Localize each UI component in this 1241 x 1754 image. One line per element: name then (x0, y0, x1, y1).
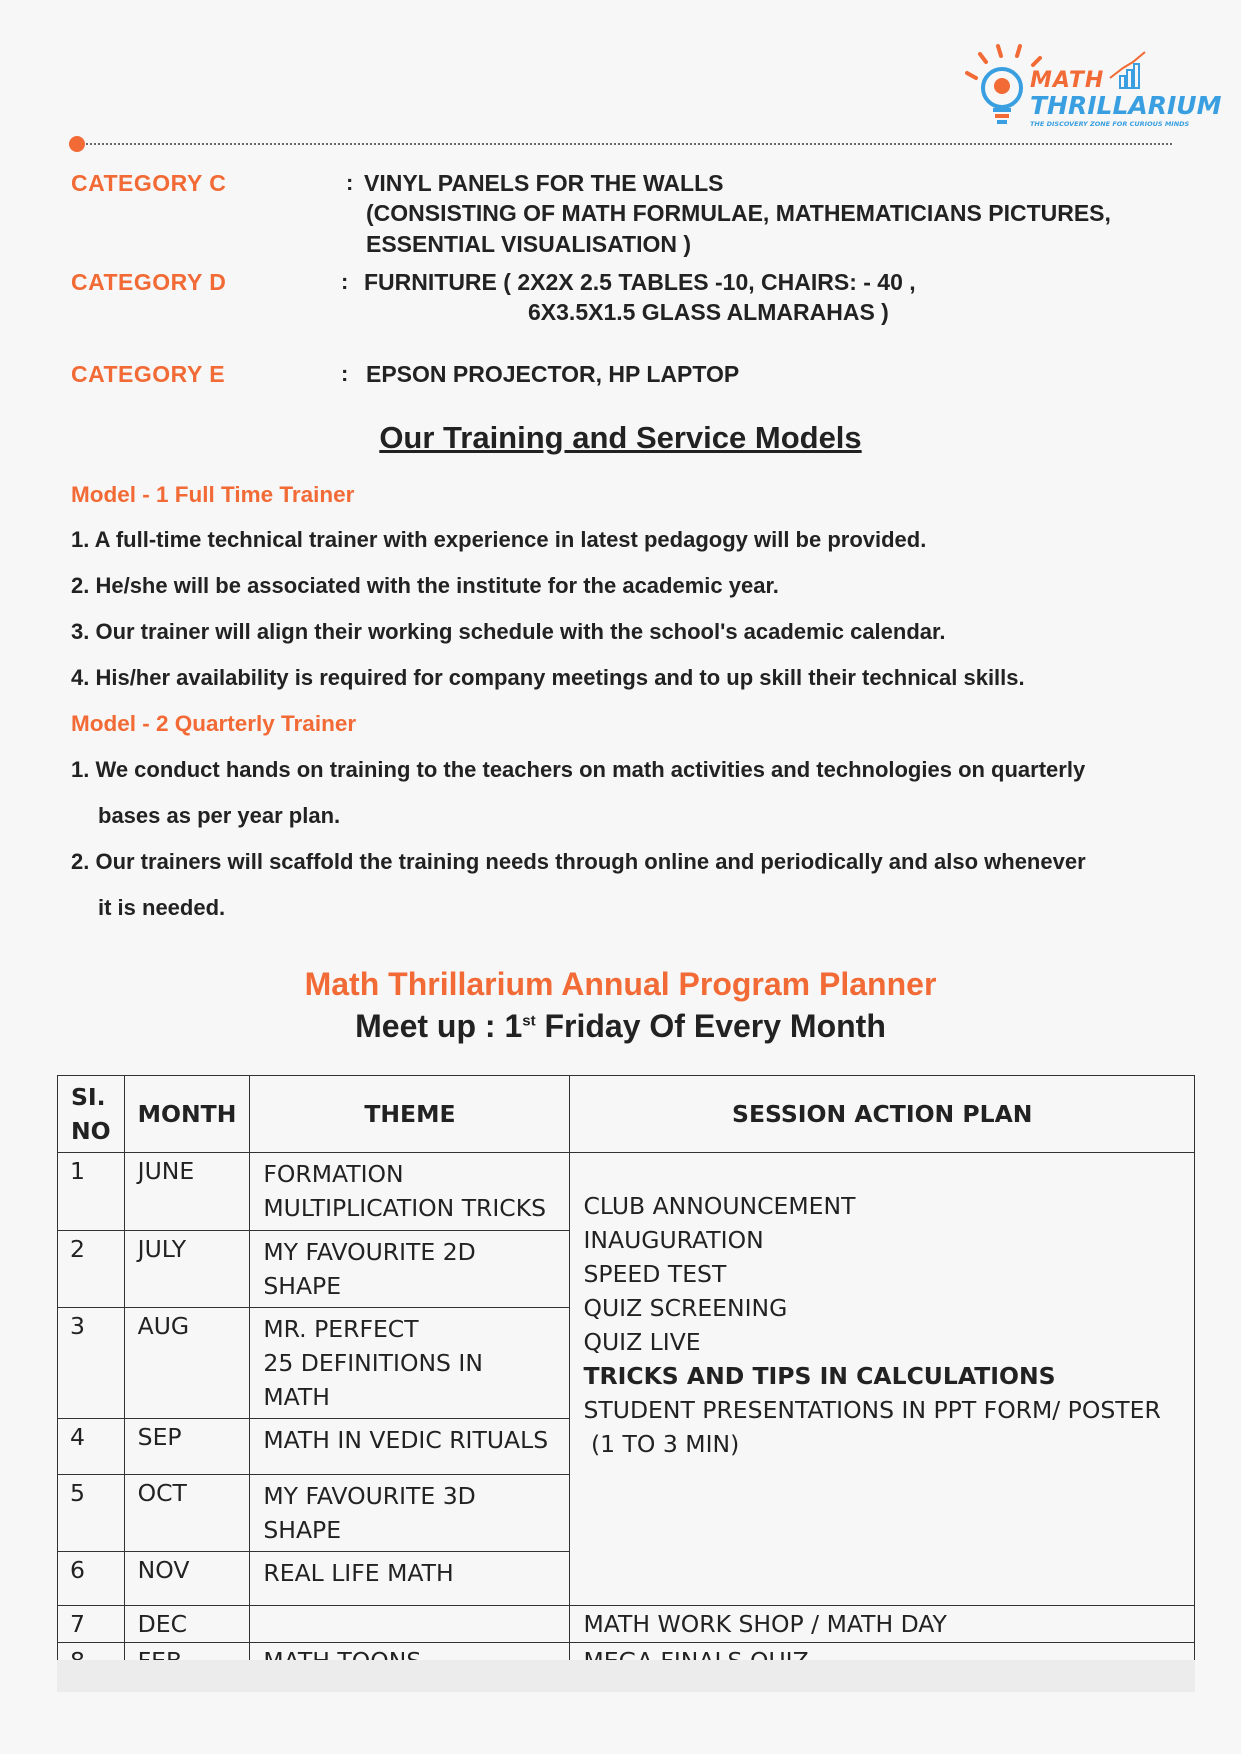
category-d-line-1: FURNITURE ( 2X2X 2.5 TABLES -10, CHAIRS: - 40 , (364, 269, 916, 295)
row-number: 4 (58, 1419, 125, 1475)
dotted-divider (86, 143, 1172, 145)
header-theme: THEME (250, 1076, 570, 1153)
row-month: OCT (124, 1475, 250, 1552)
row-month: DEC (124, 1606, 250, 1643)
model-2-heading: Model - 2 Quarterly Trainer (71, 711, 357, 736)
shared-session-plan (570, 1153, 1195, 1606)
logo-tagline: THE DISCOVERY ZONE FOR CURIOUS MINDS (1030, 120, 1190, 128)
category-c-line-1: VINYL PANELS FOR THE WALLS (364, 170, 724, 196)
category-c-line-2: (CONSISTING OF MATH FORMULAE, MATHEMATICIANS PICTURES, (366, 200, 1111, 226)
category-e-colon: : (341, 361, 349, 386)
row-theme: FORMATION MULTIPLICATION TRICKS (250, 1153, 570, 1231)
category-c-label: CATEGORY C (71, 170, 227, 196)
table-header-row (58, 1076, 1195, 1153)
model-2-point-1: 1. We conduct hands on training to the teachers on math activities and technologies on quarterly (71, 757, 1086, 782)
footer-strip (57, 1660, 1195, 1692)
logo-wordmark (1030, 68, 1221, 128)
model-2-point-2: 2. Our trainers will scaffold the training needs through online and periodically and also whenever (71, 849, 1086, 874)
row-number: 7 (58, 1606, 125, 1643)
row-theme: REAL LIFE MATH (250, 1552, 570, 1606)
logo-math-text: MATH (1030, 68, 1105, 93)
row-number: 2 (58, 1231, 125, 1308)
row-theme: MR. PERFECT 25 DEFINITIONS IN MATH (250, 1308, 570, 1419)
plan-item: STUDENT PRESENTATIONS IN PPT FORM/ POSTER (583, 1396, 1161, 1424)
category-c-colon: : (346, 170, 354, 195)
row-month: JULY (124, 1231, 250, 1308)
model-1-point-1: 1. A full-time technical trainer with experience in latest pedagogy will be provided. (71, 527, 927, 552)
category-d-label: CATEGORY D (71, 269, 227, 295)
category-c-line-3: ESSENTIAL VISUALISATION ) (366, 231, 692, 257)
row-number: 5 (58, 1475, 125, 1552)
table-row (58, 1606, 1195, 1643)
training-models-heading: Our Training and Service Models (379, 420, 862, 455)
plan-item: QUIZ SCREENING (583, 1294, 788, 1322)
category-e-label: CATEGORY E (71, 361, 226, 387)
header-sl-no: SI. NO (58, 1076, 125, 1153)
row-number: 3 (58, 1308, 125, 1419)
model-2-point-1-cont: bases as per year plan. (98, 803, 341, 828)
planner-title: Math Thrillarium Annual Program Planner (304, 966, 937, 1002)
row-session-plan: MATH WORK SHOP / MATH DAY (570, 1606, 1195, 1643)
plan-item: INAUGURATION (583, 1226, 764, 1254)
row-theme: MY FAVOURITE 3D SHAPE (250, 1475, 570, 1552)
annual-planner-table (57, 1075, 1195, 1680)
meetup-line: Meet up : 1st Friday Of Every Month (355, 1008, 886, 1044)
category-d-colon: : (341, 269, 349, 294)
row-month: SEP (124, 1419, 250, 1475)
row-theme (250, 1606, 570, 1643)
model-1-heading: Model - 1 Full Time Trainer (71, 482, 355, 507)
category-d-line-2: 6X3.5X1.5 GLASS ALMARAHAS ) (528, 299, 889, 325)
row-theme: MATH IN VEDIC RITUALS (250, 1419, 570, 1475)
table-row (58, 1153, 1195, 1231)
row-number: 1 (58, 1153, 125, 1231)
plan-item: QUIZ LIVE (583, 1328, 701, 1356)
logo-thrillarium-text: THRILLARIUM (1030, 91, 1222, 120)
model-2-point-2-cont: it is needed. (98, 895, 226, 920)
divider-dot (69, 136, 85, 152)
row-theme: MY FAVOURITE 2D SHAPE (250, 1231, 570, 1308)
header-session-plan: SESSION ACTION PLAN (570, 1076, 1195, 1153)
plan-item: SPEED TEST (583, 1260, 727, 1288)
plan-item: CLUB ANNOUNCEMENT (583, 1192, 856, 1220)
header-month: MONTH (124, 1076, 250, 1153)
category-e-line-1: EPSON PROJECTOR, HP LAPTOP (366, 361, 740, 387)
row-number: 6 (58, 1552, 125, 1606)
model-1-point-3: 3. Our trainer will align their working schedule with the school's academic calendar. (71, 619, 946, 644)
row-month: AUG (124, 1308, 250, 1419)
row-month: NOV (124, 1552, 250, 1606)
model-1-point-2: 2. He/she will be associated with the institute for the academic year. (71, 573, 779, 598)
plan-item: (1 TO 3 MIN) (583, 1430, 740, 1458)
row-month: JUNE (124, 1153, 250, 1231)
model-1-point-4: 4. His/her availability is required for company meetings and to up skill their technical skills. (71, 665, 1025, 690)
plan-item: TRICKS AND TIPS IN CALCULATIONS (583, 1362, 1056, 1390)
